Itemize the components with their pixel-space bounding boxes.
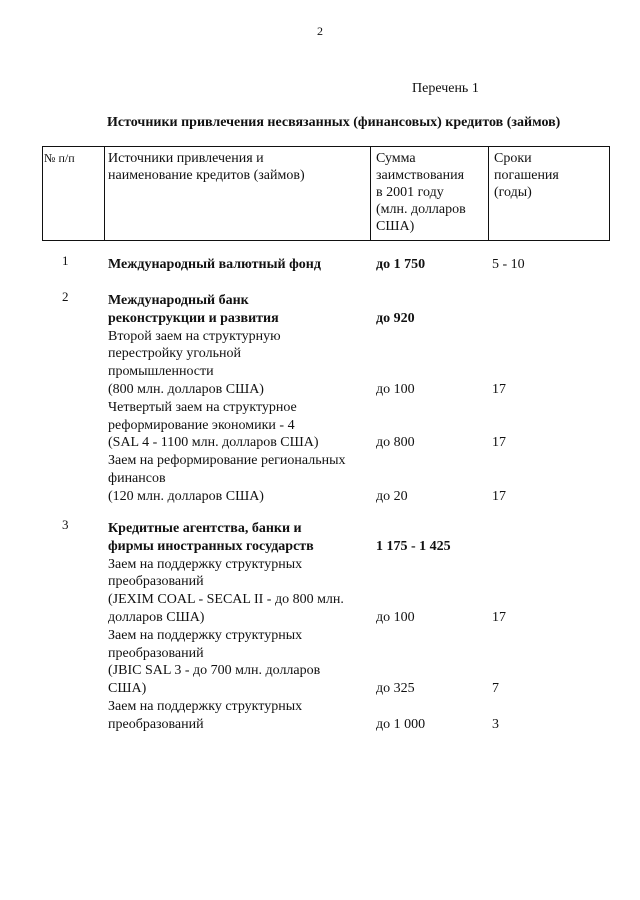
header-source (108, 150, 368, 184)
source-text: Заем на реформирование региональных (108, 453, 346, 469)
source-text: (800 млн. долларов США) (108, 382, 264, 397)
table-border-left (42, 146, 43, 241)
source-text: Международный банк (108, 293, 249, 308)
source-text: преобразований (108, 574, 204, 590)
source-text: реформирование экономики - 4 (108, 417, 295, 433)
header-amount-line: Сумма (376, 151, 416, 166)
term-cell: 3 (492, 716, 499, 732)
source-text: реконструкции и развития (108, 310, 279, 326)
source-text: (JBIC SAL 3 - до 700 млн. долларов (108, 663, 321, 679)
row-number: 1 (62, 253, 69, 268)
source-text: Четвертый заем на структурное (108, 399, 297, 415)
amount-cell: до 800 (376, 435, 415, 451)
row-number: 2 (62, 289, 69, 304)
term-cell: 17 (492, 435, 506, 451)
header-source-line: наименование кредитов (займов) (108, 168, 305, 183)
source-text: США) (108, 681, 147, 697)
amount-cell: до 1 750 (376, 257, 426, 272)
table-border-col3 (488, 146, 489, 241)
header-term-line: погашения (494, 168, 559, 183)
page-number: 2 (317, 24, 323, 38)
row-number: 3 (62, 517, 69, 532)
amount-cell: до 100 (376, 382, 415, 397)
header-number: № п/п (44, 151, 75, 165)
header-term (494, 150, 604, 201)
header-amount (376, 150, 486, 235)
source-text: (120 млн. долларов США) (108, 488, 264, 504)
source-text: промышленности (108, 364, 214, 380)
source-text: фирмы иностранных государств (108, 538, 314, 554)
header-term-line: (годы) (494, 185, 532, 200)
table-header-bottom-border (42, 240, 610, 241)
header-amount-line: заимствования (376, 168, 465, 183)
term-cell: 17 (492, 382, 506, 397)
header-term-line: Сроки (494, 151, 532, 166)
document-heading: Источники привлечения несвязанных (финансовых) кредитов (займов) (107, 115, 561, 130)
source-text: долларов США) (108, 610, 205, 625)
term-cell: 17 (492, 610, 506, 625)
amount-cell: 1 175 - 1 425 (376, 538, 451, 554)
source-text: Международный валютный фонд (108, 257, 321, 272)
source-text: Кредитные агентства, банки и (108, 521, 302, 536)
header-amount-line: (млн. долларов (376, 202, 466, 217)
table-border-col1 (104, 146, 105, 241)
table-border-col2 (370, 146, 371, 241)
amount-cell: до 1 000 (376, 716, 426, 732)
amount-cell: до 100 (376, 610, 415, 625)
term-cell: 17 (492, 488, 506, 504)
amount-cell: до 325 (376, 681, 415, 697)
table-border-right (609, 146, 610, 241)
source-text: Заем на поддержку структурных (108, 699, 303, 714)
term-cell: 5 - 10 (492, 257, 525, 272)
source-text: Заем на поддержку структурных (108, 627, 303, 643)
table-top-border (42, 146, 610, 147)
header-source-line: Источники привлечения и (108, 151, 264, 166)
list-title: Перечень 1 (412, 81, 479, 96)
source-text: (SAL 4 - 1100 млн. долларов США) (108, 435, 319, 451)
header-amount-line: США) (376, 219, 415, 234)
source-text: перестройку угольной (108, 346, 241, 362)
term-cell: 7 (492, 681, 499, 697)
header-amount-line: в 2001 году (376, 185, 444, 200)
amount-cell: до 20 (376, 488, 408, 504)
source-text: преобразований (108, 645, 204, 661)
source-text: преобразований (108, 716, 204, 732)
amount-cell: до 920 (376, 310, 415, 326)
source-text: Второй заем на структурную (108, 328, 281, 344)
source-text: финансов (108, 471, 166, 486)
source-text: (JEXIM COAL - SECAL II - до 800 млн. (108, 592, 344, 608)
source-text: Заем на поддержку структурных (108, 556, 303, 572)
